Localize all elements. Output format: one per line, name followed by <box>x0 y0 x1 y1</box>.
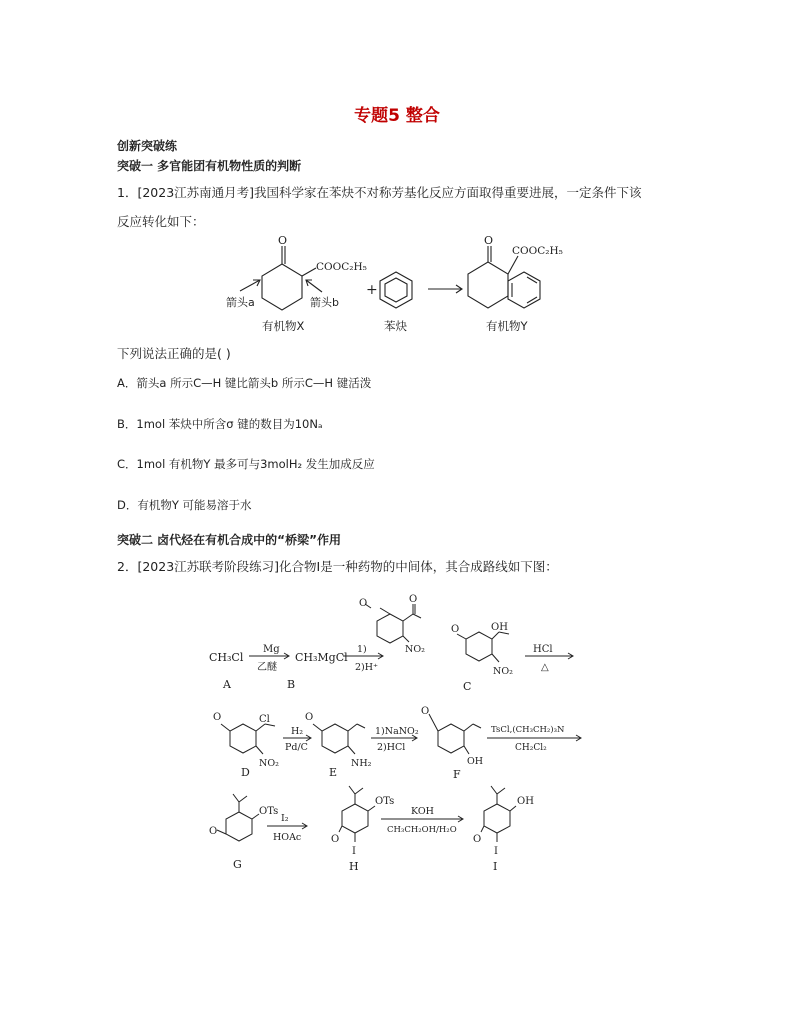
f-oh: OH <box>467 756 484 767</box>
q1-stem-line2: 反应转化如下： <box>117 214 205 229</box>
y-ester: COOC₂H₅ <box>512 245 563 257</box>
f-label: F <box>453 768 461 781</box>
step7-bottom: HOAc <box>273 832 302 843</box>
q1-option-d: D．有机物Y 可能易溶于水 <box>117 498 252 512</box>
page-title: 专题5 整合 <box>354 106 440 126</box>
q2-synthesis-scheme <box>195 590 595 875</box>
x-label: 有机物X <box>262 319 305 333</box>
reagent-carbonyl-o: O <box>409 594 418 605</box>
a-label: A <box>223 678 231 691</box>
q2-stem: 2．[2023江苏联考阶段练习]化合物I是一种药物的中间体，其合成路线如下图： <box>117 559 558 574</box>
g-ots: OTs <box>259 806 279 817</box>
step1-top: Mg <box>263 644 280 655</box>
plus-sign: + <box>366 282 378 298</box>
q1-reaction-scheme <box>200 228 600 340</box>
c-oh: OH <box>491 622 508 633</box>
a-formula: CH₃Cl <box>209 651 244 664</box>
benzyne-label: 苯炔 <box>384 319 407 333</box>
h-iodo: I <box>352 846 356 857</box>
q1-prompt: 下列说法正确的是( ) <box>117 346 231 361</box>
e-ring <box>322 724 348 753</box>
step1-bottom: 乙醚 <box>257 662 277 673</box>
i-iodo: I <box>494 846 498 857</box>
d-label: D <box>241 766 250 779</box>
g-ring <box>226 812 252 841</box>
f-ring <box>438 724 464 753</box>
d-cl: Cl <box>259 714 270 725</box>
part2-heading: 突破二 卤代烃在有机合成中的“桥梁”作用 <box>117 533 341 547</box>
h-oxygen: O <box>331 834 340 845</box>
h-ots: OTs <box>375 796 395 807</box>
c-no2: NO₂ <box>493 666 513 677</box>
y-cyclohexane-ring <box>468 262 508 308</box>
step4-top: H₂ <box>291 726 304 737</box>
x-cyclohexane-ring <box>262 264 302 310</box>
step6-top: TsCl,(CH₃CH₂)₃N <box>491 725 565 735</box>
y-phenyl-ring <box>508 272 540 308</box>
step3-bottom: △ <box>541 662 549 673</box>
c-label: C <box>463 680 472 693</box>
step8-top: KOH <box>411 806 434 817</box>
e-nh2: NH₂ <box>351 758 372 769</box>
b-label: B <box>287 678 296 691</box>
step7-top: I₂ <box>281 813 289 824</box>
i-oh: OH <box>517 796 534 807</box>
q1-option-c: C．1mol 有机物Y 最多可与3molH₂ 发生加成反应 <box>117 457 375 471</box>
step2-line1: 1) <box>357 644 367 655</box>
f-oxygen: O <box>421 706 430 717</box>
h-label: H <box>349 860 359 873</box>
reagent-oxygen: O <box>359 598 368 609</box>
step3-top: HCl <box>533 644 553 655</box>
q1-option-a: A．箭头a 所示C—H 键比箭头b 所示C—H 键活泼 <box>117 376 372 390</box>
c-oxygen: O <box>451 624 460 635</box>
d-ring <box>230 724 256 753</box>
b-formula: CH₃MgCl <box>295 651 348 664</box>
arrow-a-label: 箭头a <box>226 296 255 309</box>
x-oxygen: O <box>278 234 288 247</box>
x-ester-bond <box>302 268 316 276</box>
step2-line2: 2)H⁺ <box>355 662 379 673</box>
e-label: E <box>329 766 338 779</box>
y-label: 有机物Y <box>486 319 528 333</box>
step6-bottom: CH₂Cl₂ <box>515 743 547 753</box>
step5-top: 1)NaNO₂ <box>375 726 419 737</box>
i-label: I <box>493 860 498 873</box>
g-label: G <box>233 858 242 871</box>
q1-option-b: B．1mol 苯炔中所含σ 键的数目为10Nₐ <box>117 417 323 431</box>
reagent-ring <box>377 614 403 643</box>
d-no2: NO₂ <box>259 758 279 769</box>
i-oxygen: O <box>473 834 482 845</box>
x-ester: COOC₂H₅ <box>316 261 367 273</box>
arrow-b-label: 箭头b <box>310 296 339 309</box>
d-oxygen: O <box>213 712 222 723</box>
e-oxygen: O <box>305 712 314 723</box>
arrow-b-line <box>306 280 322 292</box>
g-oxygen: O <box>209 826 218 837</box>
step4-bottom: Pd/C <box>285 742 308 753</box>
q1-stem-line1: 1．[2023江苏南通月考]我国科学家在苯炔不对称芳基化反应方面取得重要进展，一定条件下该 <box>117 185 642 200</box>
h-ring <box>342 804 368 833</box>
part1-heading: 突破一 多官能团有机物性质的判断 <box>117 159 302 173</box>
y-oxygen: O <box>484 234 494 247</box>
step5-bottom: 2)HCl <box>377 742 406 753</box>
i-ring <box>484 804 510 833</box>
section-heading: 创新突破练 <box>117 139 178 153</box>
step8-bottom: CH₃CH₂OH/H₂O <box>387 825 457 835</box>
reagent-no2: NO₂ <box>405 644 425 655</box>
c-ring <box>466 632 492 661</box>
